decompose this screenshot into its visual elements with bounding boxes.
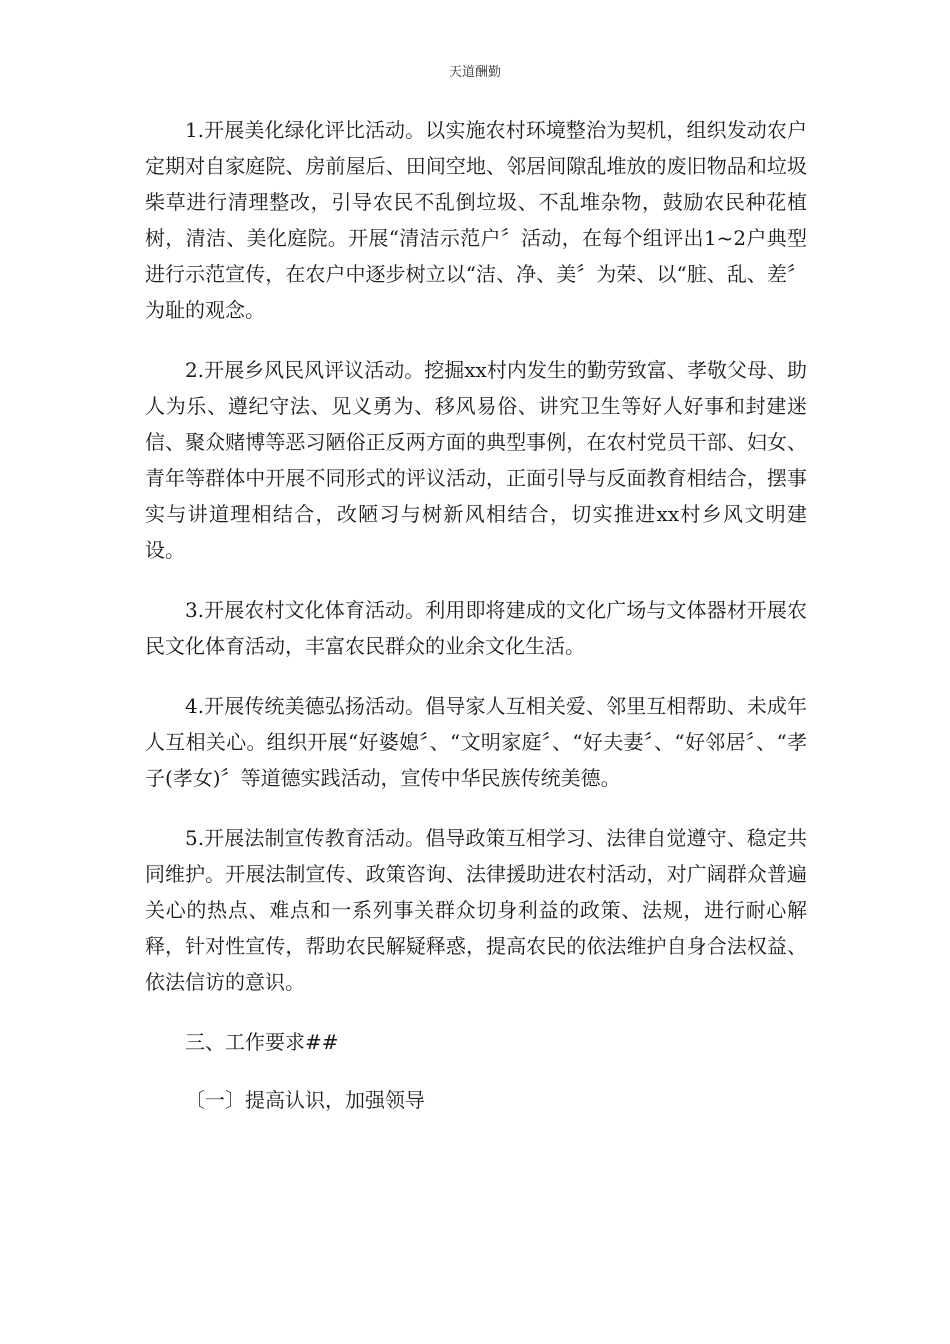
page-header: 天道酬勤 (448, 65, 501, 80)
paragraph-5: 5.开展法制宣传教育活动。倡导政策互相学习、法律自觉遵守、稳定共同维护。开展法制宣传、政策咨询、法律援助进农村活动，对广阔群众普遍关心的热点、难点和一系列事关群众切身利益的政策、法规，进行耐心解释，针对性宣传，帮助农民解疑释惑，提高农民的依法维护自身合法权益、依法信访的意识。 (145, 826, 807, 994)
paragraph-4: 4.开展传统美德弘扬活动。倡导家人互相关爱、邻里互相帮助、未成年人互相关心。组织开展“好婆媳〞、“文明家庭〞、“好夫妻〞、“好邻居〞、“孝子(孝女)〞等道德实践活动，宣传中华民族传统美德。 (145, 694, 807, 790)
paragraph-3: 3.开展农村文化体育活动。利用即将建成的文化广场与文体器材开展农民文化体育活动，丰富农民群众的业余文化生活。 (145, 598, 807, 658)
subsection-heading: 〔一〕提高认识，加强领导 (185, 1088, 425, 1112)
paragraph-1: 1.开展美化绿化评比活动。以实施农村环境整治为契机，组织发动农户定期对自家庭院、房前屋后、田间空地、邻居间隙乱堆放的废旧物品和垃圾柴草进行清理整改，引导农民不乱倒垃圾、不乱堆杂物，鼓励农民种花植树，清洁、美化庭院。开展“清洁示范户〞活动，在每个组评出1~2户典型进行示范宣传，在农户中逐步树立以“洁、净、美〞为荣、以“脏、乱、差〞为耻的观念。 (145, 118, 807, 322)
paragraph-2: 2.开展乡风民风评议活动。挖掘xx村内发生的勤劳致富、孝敬父母、助人为乐、遵纪守法、见义勇为、移风易俗、讲究卫生等好人好事和封建迷信、聚众赌博等恶习陋俗正反两方面的典型事例，在农村党员干部、妇女、青年等群体中开展不同形式的评议活动，正面引导与反面教育相结合，摆事实与讲道理相结合，改陋习与树新风相结合，切实推进xx村乡风文明建设。 (145, 358, 807, 562)
section-heading: 三、工作要求## (185, 1030, 339, 1054)
document-body (145, 112, 807, 1140)
